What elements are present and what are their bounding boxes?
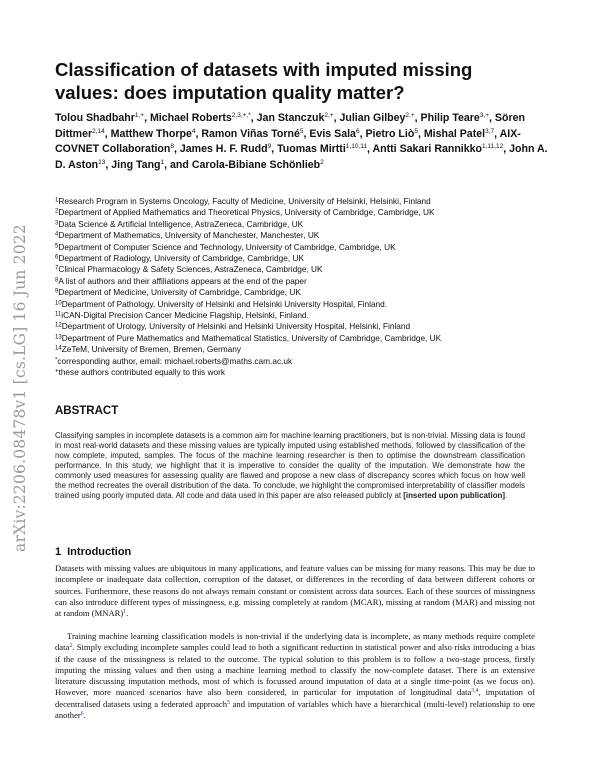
affiliation-mark: 8 — [55, 277, 59, 284]
citation-link[interactable]: 2 — [69, 643, 73, 650]
author-name: AIX-COVNET Collaboration — [55, 127, 521, 156]
author-separator: , — [417, 127, 424, 140]
author-affiliation-marks: 8 — [170, 143, 174, 151]
affiliation-text: Department of Applied Mathematics and Theoretical Physics, University of Cambridge, Cambridge, UK — [58, 207, 435, 218]
affiliation-list — [55, 196, 555, 379]
affiliation-item — [55, 230, 555, 241]
author-separator: , — [195, 127, 202, 140]
affiliation-item — [55, 207, 555, 218]
author-separator: , and — [164, 159, 192, 172]
author-name: Ramon Viñas Torné — [201, 127, 300, 140]
code-release-link: [inserted upon publication] — [403, 491, 505, 501]
author — [365, 128, 423, 140]
author — [257, 112, 340, 124]
affiliation-mark: 10 — [55, 300, 62, 307]
author-separator: , — [144, 112, 150, 124]
author-name: Matthew Thorpe — [110, 127, 192, 140]
affiliation-text: Department of Mathematics, University of Manchester, Manchester, UK — [58, 230, 320, 241]
author-name: Julian Gilbey — [339, 112, 406, 124]
author-name: Carola-Bibiane Schönlieb — [191, 159, 321, 172]
author — [55, 112, 150, 124]
affiliation-item — [55, 367, 555, 378]
author-separator: , — [494, 127, 500, 140]
author-affiliation-marks: 4 — [191, 127, 196, 135]
author — [150, 112, 257, 124]
author-name: Antti Sakari Rannikko — [372, 143, 482, 156]
author-affiliation-marks: 2,14 — [92, 127, 105, 135]
affiliation-text: Department of Medicine, University of Cambridge, Cambridge, UK — [58, 287, 301, 298]
author-affiliation-marks: 1,10,11 — [345, 143, 367, 151]
affiliation-text: corresponding author, email: michael.roberts@maths.cam.ac.uk — [57, 355, 293, 366]
affiliation-item — [55, 310, 555, 321]
affiliation-mark: 6 — [55, 254, 59, 261]
affiliation-item — [55, 242, 555, 253]
author-affiliation-marks: 1,11,12 — [482, 143, 504, 151]
abstract-heading: ABSTRACT — [55, 405, 119, 417]
section-number: 1 — [55, 546, 62, 558]
author-affiliation-marks: 6 — [355, 127, 360, 135]
abstract-end: . — [505, 491, 508, 501]
author-separator: , — [367, 143, 373, 156]
affiliation-mark: 12 — [55, 322, 62, 329]
author-affiliation-marks: 2,+ — [405, 112, 415, 119]
arxiv-id-text: arXiv:2206.08478v1 [cs.LG] 16 Jun 2022 — [11, 224, 29, 552]
affiliation-mark: 14 — [55, 345, 62, 352]
affiliation-mark: 7 — [55, 265, 59, 272]
author-affiliation-marks: 5 — [299, 127, 304, 135]
affiliation-item — [55, 344, 555, 355]
author-list — [55, 111, 555, 174]
author-affiliation-marks: 13 — [98, 159, 106, 167]
author — [201, 128, 309, 140]
affiliation-mark: 9 — [55, 288, 59, 295]
affiliation-mark: + — [55, 368, 59, 375]
intro-p1-text: Datasets with missing values are ubiquitous in many applications, and feature values can be missing for many reasons. This may be due to incomplete or inadequate data collection, corruption of the dataset, or differences in the recording of data between different cohorts or sources. Furthermore, these reasons do not always remain constant or consistent across data sources. Each of these sources of missingness can also introduce different types of missingness, e.g. missing completely at random (MCAR), missing at random (MAR) and missing not at random (MNAR) — [55, 563, 535, 618]
author-name: Philip Teare — [420, 112, 480, 124]
author-separator: , — [414, 112, 421, 124]
author-name: Mishal Patel — [423, 127, 486, 140]
author-affiliation-marks: 5 — [414, 127, 418, 135]
affiliation-text: Department of Radiology, University of Cambridge, Cambridge, UK — [58, 253, 304, 264]
author-separator: , — [303, 127, 310, 140]
affiliation-mark: 1 — [55, 197, 59, 204]
intro-p2-text-a: Training machine learning classification models is non-trivial if the underlying data is incomplete, as many methods require complete data — [55, 631, 535, 653]
author — [421, 112, 495, 124]
intro-p2-text-b: . Simply excluding incomplete samples could lead to both a significant reduction in statistical power and also risks introducing a bias if the cause of the missingness is related to the outcome. The typical solution to this problem is to follow a two-stage process, firstly imputing the missing values and then using a machine learning method to classify the now-complete dataset. There is an extensive literature discussing imputation methods, most of which is focussed around imputation of data at a single time-point (as we focus on). However, more nuanced scenarios have also been considered, in particular for imputation of longitudinal data — [55, 642, 535, 698]
affiliation-text: Data Science & Artificial Intelligence, AstraZeneca, Cambridge, UK — [58, 218, 304, 229]
author-name: Tolou Shadbahr — [55, 112, 135, 124]
author-affiliation-marks: 1,+ — [134, 112, 145, 119]
author — [277, 143, 372, 155]
author-affiliation-marks: 1 — [160, 159, 165, 167]
intro-p2-text-d: and imputation of variables which have a hierarchical (multi-level) relationship to one another — [55, 698, 535, 720]
author-separator: , — [250, 112, 257, 124]
affiliation-text: A list of authors and their affiliations appears at the end of the paper — [58, 275, 307, 286]
author-name: Jan Stanczuk — [256, 112, 325, 124]
author-separator: , — [359, 127, 366, 140]
abstract-body — [55, 431, 525, 501]
author — [339, 112, 420, 124]
author — [111, 159, 192, 171]
author-name: Jing Tang — [111, 159, 161, 172]
author-separator: , — [271, 143, 278, 156]
affiliation-text: these authors contributed equally to this work — [58, 367, 226, 378]
affiliation-mark: 11 — [55, 311, 62, 318]
author-name: Tuomas Mirtti — [277, 143, 346, 156]
author-name: Pietro Liò — [365, 127, 415, 140]
affiliation-mark: 4 — [55, 231, 59, 238]
author-affiliation-marks: 2,3,+,* — [231, 112, 251, 119]
affiliation-mark: 2 — [55, 208, 59, 215]
author — [111, 128, 202, 140]
author-affiliation-marks: 9 — [267, 143, 272, 151]
author — [373, 143, 510, 155]
author-separator: , — [489, 112, 495, 124]
intro-paragraph-1 — [55, 563, 535, 619]
author — [192, 159, 324, 171]
affiliation-text: Clinical Pharmacology & Safety Sciences, AstraZeneca, Cambridge, UK — [58, 264, 323, 275]
affiliation-item — [55, 333, 555, 344]
intro-p1-end: . — [126, 608, 129, 618]
author-name: Sören Dittmer — [55, 112, 525, 140]
author-name: Michael Roberts — [149, 112, 232, 124]
intro-p2-text-c: , imputation of decentralised datasets using a federated approach — [55, 687, 535, 709]
affiliation-item — [55, 276, 555, 287]
author-separator: , — [173, 143, 180, 156]
affiliation-item — [55, 356, 555, 367]
affiliation-text: Department of Pure Mathematics and Mathematical Statistics, University of Cambridge, Cambridge, UK — [61, 332, 442, 343]
author-affiliation-marks: 2,+ — [324, 112, 334, 119]
affiliation-mark: * — [55, 357, 58, 364]
affiliation-mark: 13 — [55, 334, 62, 341]
citation-link[interactable]: 1 — [123, 609, 127, 615]
affiliation-text: ZeTeM, University of Bremen, Bremen, Germany — [61, 344, 242, 355]
author-separator: , — [105, 159, 112, 172]
author-separator: , — [333, 112, 340, 124]
affiliation-item — [55, 321, 555, 332]
affiliation-text: Research Program in Systems Oncology, Faculty of Medicine, University of Helsinki, Helsinki, Finland — [58, 196, 431, 206]
affiliation-item — [55, 219, 555, 230]
author-affiliation-marks: 3,7 — [485, 127, 495, 135]
affiliation-mark: 3 — [55, 220, 59, 227]
citation-link[interactable]: 6 — [80, 710, 84, 717]
author-name: John A. D. Aston — [55, 143, 548, 172]
intro-paragraph-2 — [55, 631, 535, 721]
citation-link[interactable]: 5 — [227, 699, 230, 706]
abstract-text: Classifying samples in incomplete datasets is a common aim for machine learning practitioners, but is non-trivial. Missing data is found in most real-world datasets and these missing values are typically imputed using established methods, followed by classification of the now complete, imputed, samples. The focus of the machine learning researcher is then to optimise the downstream classification performance. In this study, we highlight that it is imperative to consider the quality of the imputation. We demonstrate how the commonly used measures for assessing quality are flawed and propose a new class of discrepancy scores which focus on how well the method recreates the overall distribution of the data. To conclude, we highlight the compromised interpretability of classifier models trained using poorly imputed data. All code and data used in this paper are also released publicly at — [55, 431, 525, 501]
affiliation-item — [55, 287, 555, 298]
author — [309, 128, 365, 140]
affiliation-item — [55, 196, 555, 207]
author — [424, 128, 500, 140]
author-affiliation-marks: 3,+ — [479, 112, 490, 119]
affiliation-item — [55, 299, 555, 310]
author-separator: , — [503, 143, 510, 156]
affiliation-item — [55, 264, 555, 275]
citation-link[interactable]: 3,4 — [471, 688, 479, 695]
author-name: James H. F. Rudd — [179, 143, 268, 156]
paper-title: Classification of datasets with imputed missing values: does imputation quality matter? — [55, 59, 473, 103]
author-affiliation-marks: 2 — [320, 159, 324, 167]
author — [180, 143, 277, 155]
author-name: Evis Sala — [309, 127, 356, 140]
affiliation-text: Department of Computer Science and Technology, University of Cambridge, Cambridge, UK — [58, 241, 396, 252]
affiliation-text: Department of Pathology, University of Helsinki and Helsinki University Hospital, Finland. — [61, 298, 388, 309]
affiliation-mark: 5 — [55, 243, 59, 250]
intro-p2-text-e: . — [83, 709, 86, 720]
arxiv-identifier-stamp — [0, 0, 40, 776]
affiliation-text: iCAN-Digital Precision Cancer Medicine Flagship, Helsinki, Finland. — [61, 310, 309, 321]
author-separator: , — [104, 127, 111, 140]
affiliation-text: Department of Urology, University of Helsinki and Helsinki University Hospital, Helsinki, Finland — [61, 321, 411, 332]
section-title: Introduction — [67, 546, 132, 558]
section-heading-introduction — [55, 546, 131, 558]
affiliation-item — [55, 253, 555, 264]
